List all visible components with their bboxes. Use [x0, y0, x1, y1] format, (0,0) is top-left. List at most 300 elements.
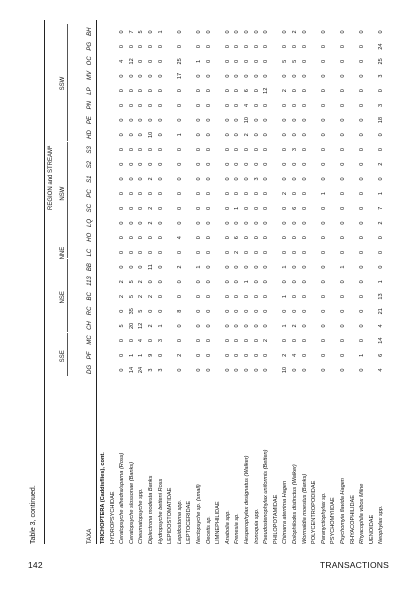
count-cell: 0: [119, 177, 126, 181]
count-cell: 0: [320, 103, 327, 107]
count-cell: 0: [378, 250, 385, 254]
count-cell: 0: [359, 133, 366, 137]
table-row: [379, 20, 385, 544]
count-cell: 0: [244, 74, 250, 78]
count-cell: 0: [176, 89, 183, 93]
table-row: [360, 20, 366, 544]
count-cell: 1: [234, 206, 241, 210]
count-cell: 0: [340, 324, 346, 328]
taxon-name: RHYACOPHILIDAE: [349, 494, 356, 544]
count-cell: 0: [138, 236, 145, 240]
count-cell: 0: [196, 236, 202, 240]
count-cell: 0: [301, 147, 308, 152]
count-cell: 0: [301, 74, 308, 78]
count-cell: 0: [282, 236, 289, 240]
count-cell: 0: [340, 206, 346, 210]
count-cell: 1: [378, 192, 385, 196]
taxon-name: Ceratopsyche slossonae (Banks): [128, 461, 135, 544]
count-cell: 0: [359, 280, 366, 284]
table-row: [207, 20, 213, 544]
count-cell: 0: [205, 368, 212, 372]
count-cell: 0: [359, 206, 366, 210]
count-cell: 0: [263, 30, 270, 34]
count-cell: 0: [340, 177, 346, 181]
count-cell: 2: [148, 177, 154, 181]
count-cell: 0: [282, 118, 289, 122]
count-cell: 0: [301, 30, 308, 34]
count-cell: 0: [205, 353, 212, 357]
count-cell: 0: [253, 250, 260, 254]
count-cell: 0: [157, 103, 164, 107]
taxon-name: Hydropsyche betteni Ross: [157, 478, 164, 544]
count-cell: 0: [224, 353, 231, 357]
count-cell: 0: [359, 265, 366, 269]
count-cell: 0: [263, 177, 270, 181]
count-cell: 0: [292, 280, 298, 284]
taxon-name: Hesperophylax designatus (Walker): [244, 455, 250, 544]
count-cell: 2: [263, 339, 270, 343]
count-cell: 0: [320, 59, 327, 63]
count-cell: 0: [234, 103, 241, 107]
count-cell: 0: [263, 59, 270, 63]
count-cell: 0: [301, 265, 308, 269]
count-cell: 0: [244, 309, 250, 313]
count-cell: 0: [224, 59, 231, 63]
table-row: [312, 20, 318, 544]
count-cell: 2: [119, 294, 126, 299]
count-cell: 0: [148, 236, 154, 240]
count-cell: 17: [176, 72, 183, 80]
count-cell: 0: [234, 324, 241, 328]
count-cell: 2: [292, 30, 298, 34]
count-cell: 1: [282, 265, 289, 269]
table-row: [216, 20, 222, 544]
count-cell: 0: [128, 250, 135, 254]
count-cell: 0: [128, 192, 135, 196]
count-cell: 0: [196, 339, 202, 343]
count-cell: 3: [292, 147, 298, 152]
count-cell: 0: [148, 250, 154, 254]
count-cell: 1: [157, 30, 164, 34]
count-cell: 0: [119, 368, 126, 372]
taxon-name: LIMNEPHILIDAE: [215, 501, 222, 544]
count-cell: 0: [301, 368, 308, 372]
count-cell: 0: [234, 147, 241, 152]
count-cell: 1: [157, 324, 164, 328]
count-cell: 0: [253, 353, 260, 357]
count-cell: 0: [205, 162, 212, 166]
count-cell: 0: [244, 30, 250, 34]
table-row: [120, 20, 126, 544]
count-cell: 0: [119, 118, 126, 122]
count-cell: 0: [340, 280, 346, 284]
table-row: [139, 20, 145, 544]
table-row: [322, 20, 328, 544]
taxon-name: PHILOPOTAMIDAE: [272, 494, 279, 544]
taxon-name: Rhyacophila vibox Milne: [359, 483, 366, 544]
count-cell: 2: [292, 324, 298, 328]
count-cell: 0: [359, 368, 366, 372]
count-cell: 0: [224, 294, 231, 299]
count-cell: 3: [157, 368, 164, 372]
count-cell: 0: [263, 206, 270, 210]
page-footer: [28, 560, 389, 570]
taxon-name: UENOIDAE: [368, 514, 375, 544]
count-cell: 0: [205, 192, 212, 196]
count-cell: 0: [138, 221, 145, 225]
count-cell: 0: [359, 192, 366, 196]
count-cell: 0: [292, 265, 298, 269]
count-cell: 0: [253, 221, 260, 225]
count-cell: 4: [292, 353, 298, 357]
count-cell: 11: [148, 264, 154, 271]
count-cell: 0: [196, 74, 202, 78]
count-cell: 0: [138, 59, 145, 63]
count-cell: 0: [224, 221, 231, 225]
count-cell: 0: [176, 147, 183, 152]
count-cell: 0: [301, 294, 308, 299]
count-cell: 18: [378, 117, 385, 124]
count-cell: 0: [234, 280, 241, 284]
count-cell: 0: [244, 59, 250, 63]
count-cell: 0: [253, 133, 260, 137]
count-cell: 0: [301, 280, 308, 284]
count-cell: 0: [148, 118, 154, 122]
count-cell: 0: [224, 177, 231, 181]
column-header: MC: [87, 335, 93, 345]
count-cell: 0: [196, 280, 202, 284]
count-cell: 0: [205, 294, 212, 299]
count-cell: 0: [224, 309, 231, 313]
count-cell: 0: [340, 147, 346, 152]
count-cell: 0: [196, 324, 202, 328]
count-cell: 0: [292, 192, 298, 196]
count-cell: 0: [157, 192, 164, 196]
count-cell: 0: [253, 294, 260, 299]
count-cell: 0: [128, 236, 135, 240]
count-cell: 0: [119, 89, 126, 93]
count-cell: 0: [224, 147, 231, 152]
count-cell: 6: [292, 206, 298, 210]
count-cell: 0: [301, 250, 308, 254]
count-cell: 0: [119, 192, 126, 196]
count-cell: 0: [234, 339, 241, 343]
count-cell: 0: [224, 103, 231, 107]
top-rule: [44, 20, 45, 544]
count-cell: 0: [196, 353, 202, 357]
taxon-name: Dolophilodes distinctus (Walker): [292, 464, 298, 544]
taxon-name: Pseudostenophylax uniformis (Betten): [263, 449, 270, 544]
count-cell: 21: [378, 308, 385, 315]
count-cell: 14: [128, 366, 135, 374]
count-cell: 0: [224, 45, 231, 49]
count-cell: 1: [359, 353, 366, 357]
count-cell: 2: [244, 133, 250, 137]
count-cell: 5: [282, 59, 289, 63]
count-cell: 0: [234, 59, 241, 63]
count-cell: 0: [205, 339, 212, 343]
count-cell: 4: [378, 324, 385, 328]
count-cell: 0: [292, 236, 298, 240]
count-cell: 0: [224, 162, 231, 166]
column-header: SC: [87, 203, 93, 213]
count-cell: 0: [244, 177, 250, 181]
group-span-line: [67, 244, 68, 258]
count-cell: 0: [119, 265, 126, 269]
count-cell: 0: [128, 133, 135, 137]
count-cell: 0: [340, 236, 346, 240]
count-cell: 0: [292, 339, 298, 343]
count-cell: 1: [282, 324, 289, 328]
count-cell: 0: [292, 45, 298, 49]
count-cell: 0: [282, 147, 289, 152]
count-cell: 4: [378, 368, 385, 372]
count-cell: 3: [157, 339, 164, 343]
count-cell: 0: [282, 250, 289, 254]
count-cell: 1: [244, 280, 250, 284]
count-cell: 9: [148, 353, 154, 357]
count-cell: 0: [244, 353, 250, 357]
count-cell: 0: [340, 353, 346, 357]
count-cell: 0: [148, 45, 154, 49]
count-cell: 0: [157, 265, 164, 269]
count-cell: 0: [224, 30, 231, 34]
count-cell: 10: [148, 131, 154, 138]
count-cell: 0: [157, 280, 164, 284]
count-cell: 0: [282, 30, 289, 34]
count-cell: 0: [157, 250, 164, 254]
count-cell: 0: [359, 294, 366, 299]
count-cell: 0: [138, 250, 145, 254]
count-cell: 0: [359, 339, 366, 343]
count-cell: 0: [282, 177, 289, 181]
count-cell: 0: [205, 324, 212, 328]
count-cell: 0: [119, 147, 126, 152]
taxon-name: Ironoquia spp.: [253, 508, 260, 544]
count-cell: 0: [320, 221, 327, 225]
count-cell: 0: [244, 265, 250, 269]
count-cell: 0: [320, 280, 327, 284]
count-cell: 0: [244, 250, 250, 254]
group-header: NNE: [60, 246, 66, 260]
column-header: S1: [87, 175, 93, 183]
count-cell: 0: [234, 294, 241, 299]
table-row: [178, 20, 184, 544]
count-cell: 0: [176, 368, 183, 372]
count-cell: 0: [253, 324, 260, 328]
table-row: [130, 20, 136, 544]
count-cell: 0: [196, 118, 202, 122]
count-cell: 0: [320, 30, 327, 34]
count-cell: 0: [196, 162, 202, 166]
count-cell: 2: [148, 206, 154, 210]
taxon-name: Lepidostoma spp.: [176, 499, 183, 544]
count-cell: 0: [234, 118, 241, 122]
count-cell: 1: [196, 59, 202, 63]
count-cell: 0: [196, 133, 202, 137]
count-cell: 0: [301, 133, 308, 137]
count-cell: 2: [148, 294, 154, 299]
table-row: [245, 20, 251, 544]
count-cell: 0: [292, 250, 298, 254]
count-cell: 0: [176, 162, 183, 166]
count-cell: 0: [263, 309, 270, 313]
count-cell: 0: [253, 30, 260, 34]
count-cell: 0: [301, 192, 308, 196]
count-cell: 3: [378, 103, 385, 107]
count-cell: 0: [196, 30, 202, 34]
count-cell: 2: [282, 353, 289, 357]
count-cell: 0: [157, 147, 164, 152]
count-cell: 0: [263, 250, 270, 254]
count-cell: 0: [148, 103, 154, 107]
count-cell: 0: [148, 59, 154, 63]
count-cell: 0: [282, 221, 289, 225]
count-cell: 0: [320, 236, 327, 240]
count-cell: 0: [359, 309, 366, 313]
count-cell: 0: [253, 368, 260, 372]
count-cell: 0: [340, 30, 346, 34]
count-cell: 0: [340, 103, 346, 107]
count-cell: 0: [340, 133, 346, 137]
count-cell: 0: [224, 118, 231, 122]
count-cell: 0: [138, 118, 145, 122]
count-cell: 0: [205, 118, 212, 122]
count-cell: 0: [119, 221, 126, 225]
group-span-line: [67, 142, 68, 244]
count-cell: 0: [301, 206, 308, 210]
count-cell: 0: [157, 133, 164, 137]
count-cell: 0: [340, 368, 346, 372]
count-cell: 0: [196, 221, 202, 225]
count-cell: 0: [196, 294, 202, 299]
count-cell: 0: [340, 192, 346, 196]
count-cell: 0: [263, 236, 270, 240]
table-row: [255, 20, 261, 544]
count-cell: 0: [263, 103, 270, 107]
column-header: S2: [87, 160, 93, 169]
count-cell: 0: [320, 309, 327, 313]
count-cell: 5: [128, 280, 135, 284]
count-cell: 0: [176, 250, 183, 254]
count-cell: 0: [148, 192, 154, 196]
count-cell: 0: [320, 353, 327, 357]
count-cell: 0: [340, 59, 346, 63]
count-cell: 0: [320, 118, 327, 122]
count-cell: 0: [224, 280, 231, 284]
count-cell: 25: [176, 58, 183, 65]
count-cell: 0: [282, 103, 289, 107]
count-cell: 0: [292, 368, 298, 372]
count-cell: 2: [176, 353, 183, 357]
count-cell: 0: [292, 74, 298, 78]
column-header: PN: [87, 101, 93, 110]
count-cell: 0: [205, 250, 212, 254]
count-cell: 0: [253, 265, 260, 269]
count-cell: 2: [138, 294, 145, 299]
group-header: NSE: [60, 291, 66, 304]
count-cell: 0: [224, 339, 231, 343]
group-header: SSW: [60, 76, 66, 91]
count-cell: 0: [292, 118, 298, 122]
count-cell: 0: [176, 103, 183, 107]
group-span-line: [67, 333, 68, 376]
count-cell: 0: [320, 339, 327, 343]
table-row: [283, 20, 289, 544]
count-cell: 0: [224, 324, 231, 328]
taxon-name: Neophylax spp.: [378, 505, 385, 544]
count-cell: 0: [138, 74, 145, 78]
table-row: [168, 20, 174, 544]
count-cell: 0: [138, 162, 145, 166]
column-header: CH: [87, 321, 93, 330]
column-header: HD: [87, 130, 93, 139]
count-cell: 0: [128, 89, 135, 93]
count-cell: 0: [138, 206, 145, 210]
count-cell: 0: [176, 221, 183, 225]
count-cell: 0: [301, 324, 308, 328]
column-header: S3: [87, 146, 93, 154]
count-cell: 0: [176, 177, 183, 181]
count-cell: 0: [378, 30, 385, 34]
count-cell: 0: [320, 265, 327, 269]
count-cell: 0: [128, 45, 135, 49]
count-cell: 0: [205, 177, 212, 181]
count-cell: 0: [263, 192, 270, 196]
table-caption: Table 3, continued.: [30, 485, 37, 544]
count-cell: 0: [253, 206, 260, 210]
count-cell: 0: [253, 59, 260, 63]
count-cell: 0: [138, 192, 145, 196]
count-cell: 0: [292, 162, 298, 166]
count-cell: 0: [253, 118, 260, 122]
column-header: BH: [87, 27, 93, 36]
count-cell: 0: [253, 45, 260, 49]
group-header: SSE: [60, 350, 66, 363]
count-cell: 0: [292, 103, 298, 107]
count-cell: 0: [119, 250, 126, 254]
count-cell: 0: [148, 162, 154, 166]
count-cell: 0: [119, 45, 126, 49]
count-cell: 0: [128, 339, 135, 343]
count-cell: 0: [234, 265, 241, 269]
count-cell: 0: [119, 339, 126, 343]
count-cell: 0: [320, 206, 327, 210]
count-cell: 0: [244, 339, 250, 343]
count-cell: 0: [253, 162, 260, 166]
column-header: BB: [87, 263, 93, 272]
count-cell: 0: [128, 103, 135, 107]
count-cell: 0: [378, 236, 385, 240]
count-cell: 0: [263, 147, 270, 152]
count-cell: 0: [205, 59, 212, 63]
count-cell: 0: [148, 280, 154, 284]
count-cell: 0: [301, 118, 308, 122]
count-cell: 0: [301, 45, 308, 49]
count-cell: 0: [263, 294, 270, 299]
count-cell: 0: [253, 309, 260, 313]
table-row: [303, 20, 309, 544]
count-cell: 10: [244, 117, 250, 124]
column-header: PF: [87, 351, 93, 360]
count-cell: 0: [205, 309, 212, 313]
count-cell: 0: [340, 89, 346, 93]
count-cell: 0: [148, 147, 154, 152]
count-cell: 0: [128, 221, 135, 225]
count-cell: 0: [196, 368, 202, 372]
count-cell: 7: [378, 206, 385, 210]
count-cell: 0: [282, 45, 289, 49]
